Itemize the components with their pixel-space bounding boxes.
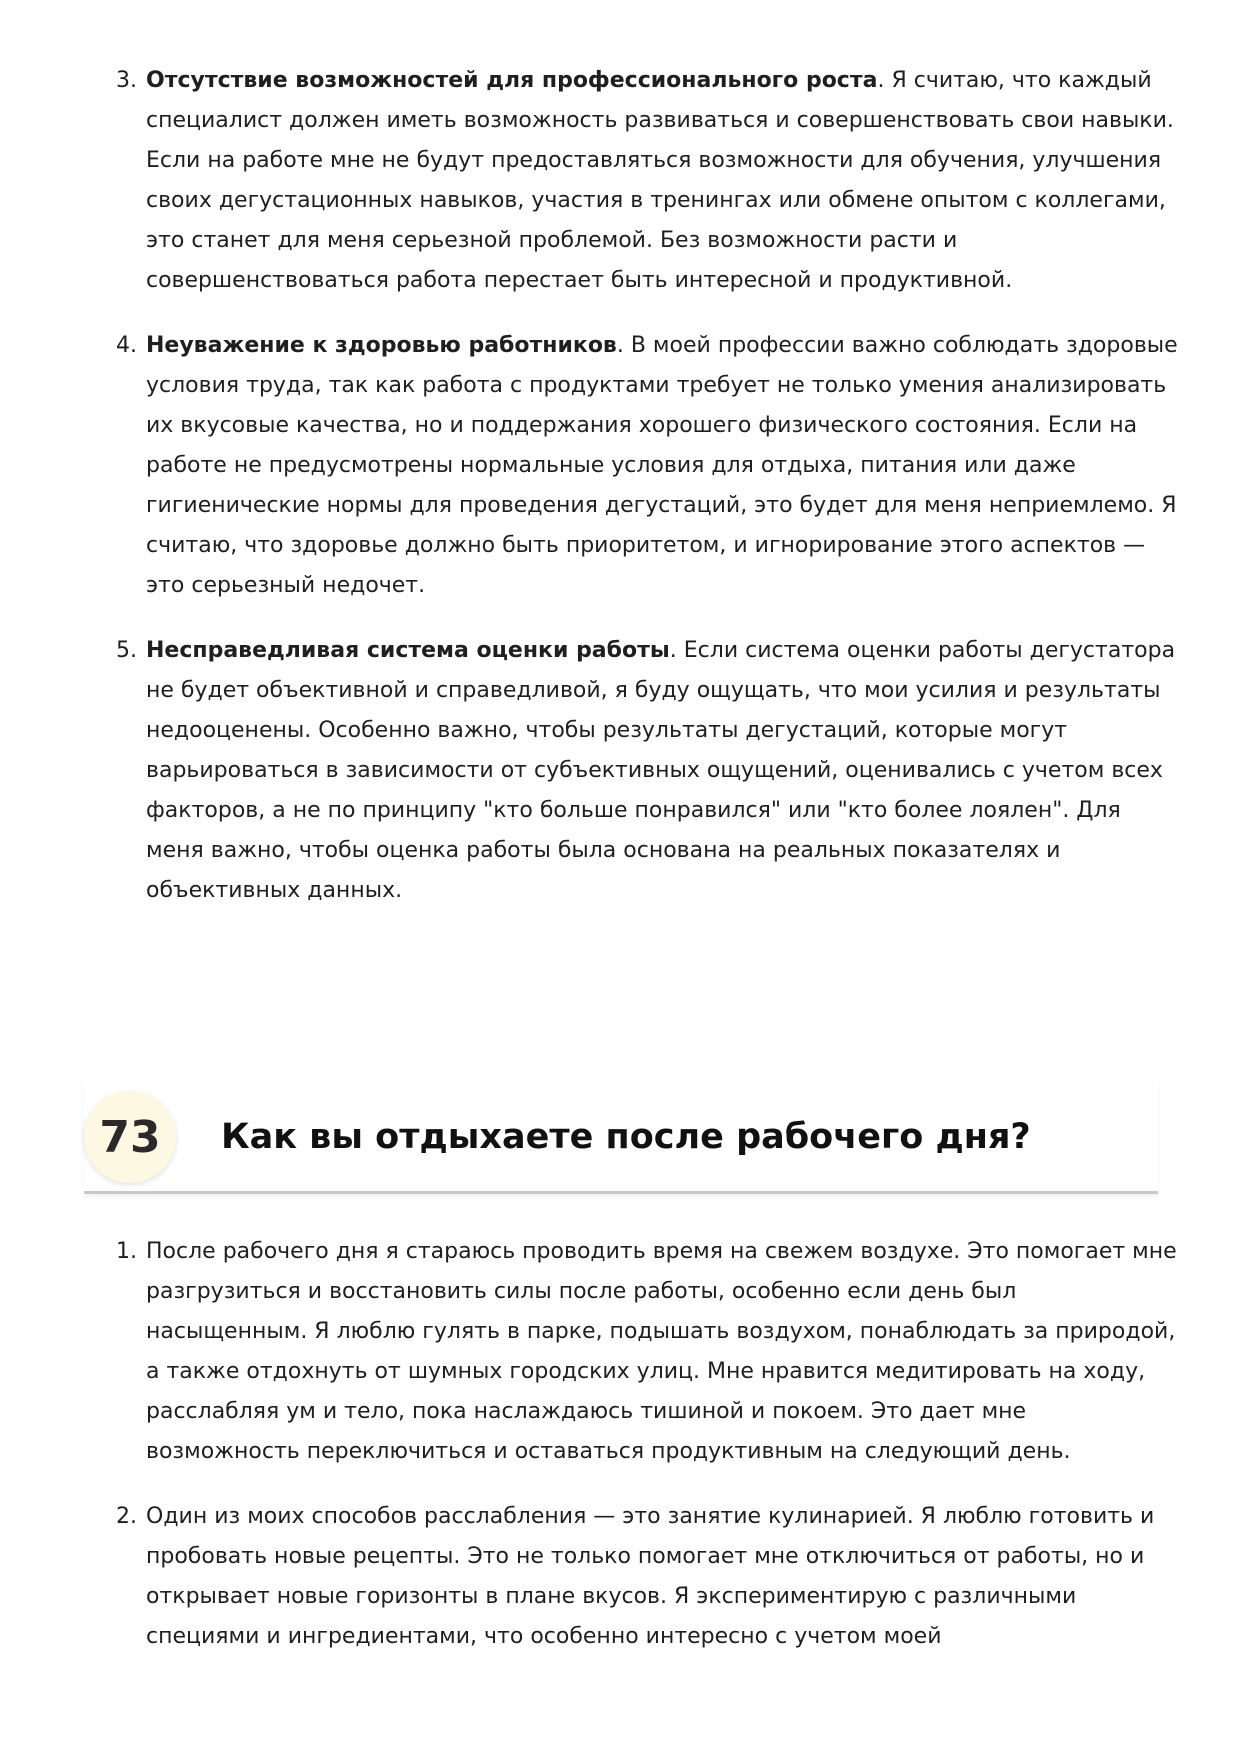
section-number-badge: 73 — [84, 1091, 176, 1183]
list-item — [0, 1497, 1239, 1657]
section-header — [84, 1081, 1158, 1194]
list-item-text: . Я считаю, что каждый специалист должен иметь возможность развиваться и совершенствовать свои навыки. Если на работе мне не будут предоставляться возможности для обучения, улучшения своих дегустационных навыков, участия в тренингах или обмене опытом с коллегами, это станет для меня серьезной проблемой. Без возможности расти и совершенствоваться работа перестает быть интересной и продуктивной. — [146, 68, 1174, 293]
list-item-heading: Неуважение к здоровью работников — [146, 333, 617, 358]
list-item-text: Один из моих способов расслабления — это занятие кулинарией. Я люблю готовить и пробовать новые рецепты. Это не только помогает мне отключиться от работы, но и открывает новые горизонты в плане вкусов. Я экспериментирую с различными специями и ингредиентами, что особенно интересно с учетом моей — [146, 1504, 1155, 1649]
list-item-number: 3. — [116, 68, 137, 93]
list-item-text: . В моей профессии важно соблюдать здоровые условия труда, так как работа с продуктами требует не только умения анализировать их вкусовые качества, но и поддержания хорошего физического состояния. Если на работе не предусмотрены нормальные условия для отдыха, питания или даже гигиенические нормы для проведения дегустаций, это будет для меня неприемлемо. Я считаю, что здоровье должно быть приоритетом, и игнорирование этого аспектов — это серьезный недочет. — [146, 333, 1178, 598]
list-item-number: 4. — [116, 333, 137, 358]
list-item — [0, 61, 1239, 301]
list-item-text: . Если система оценки работы дегустатора не будет объективной и справедливой, я буду ощущать, что мои усилия и результаты недооценены. Особенно важно, чтобы результаты дегустаций, которые могут варьироваться в зависимости от субъективных ощущений, оценивались с учетом всех факторов, а не по принципу "кто больше понравился" или "кто более лоялен". Для меня важно, чтобы оценка работы была основана на реальных показателях и объективных данных. — [146, 638, 1176, 903]
list-item-number: 2. — [116, 1504, 137, 1529]
list-item-text: После рабочего дня я стараюсь проводить время на свежем воздухе. Это помогает мне разгрузиться и восстановить силы после работы, особенно если день был насыщенным. Я люблю гулять в парке, подышать воздухом, понаблюдать за природой, а также отдохнуть от шумных городских улиц. Мне нравится медитировать на ходу, расслабляя ум и тело, пока наслаждаюсь тишиной и покоем. Это дает мне возможность переключиться и оставаться продуктивным на следующий день. — [146, 1239, 1177, 1464]
list-item-heading: Отсутствие возможностей для профессионального роста — [146, 68, 878, 93]
list-item — [0, 1232, 1239, 1472]
list-item — [0, 631, 1239, 911]
list-item-number: 5. — [116, 638, 137, 663]
list-item-number: 1. — [116, 1239, 137, 1264]
section-answer-list — [0, 1232, 1239, 1682]
list-item — [0, 326, 1239, 606]
list-item-heading: Несправедливая система оценки работы — [146, 638, 670, 663]
section-title: Как вы отдыхаете после рабочего дня? — [221, 1117, 1031, 1157]
previous-section-list — [0, 61, 1239, 936]
